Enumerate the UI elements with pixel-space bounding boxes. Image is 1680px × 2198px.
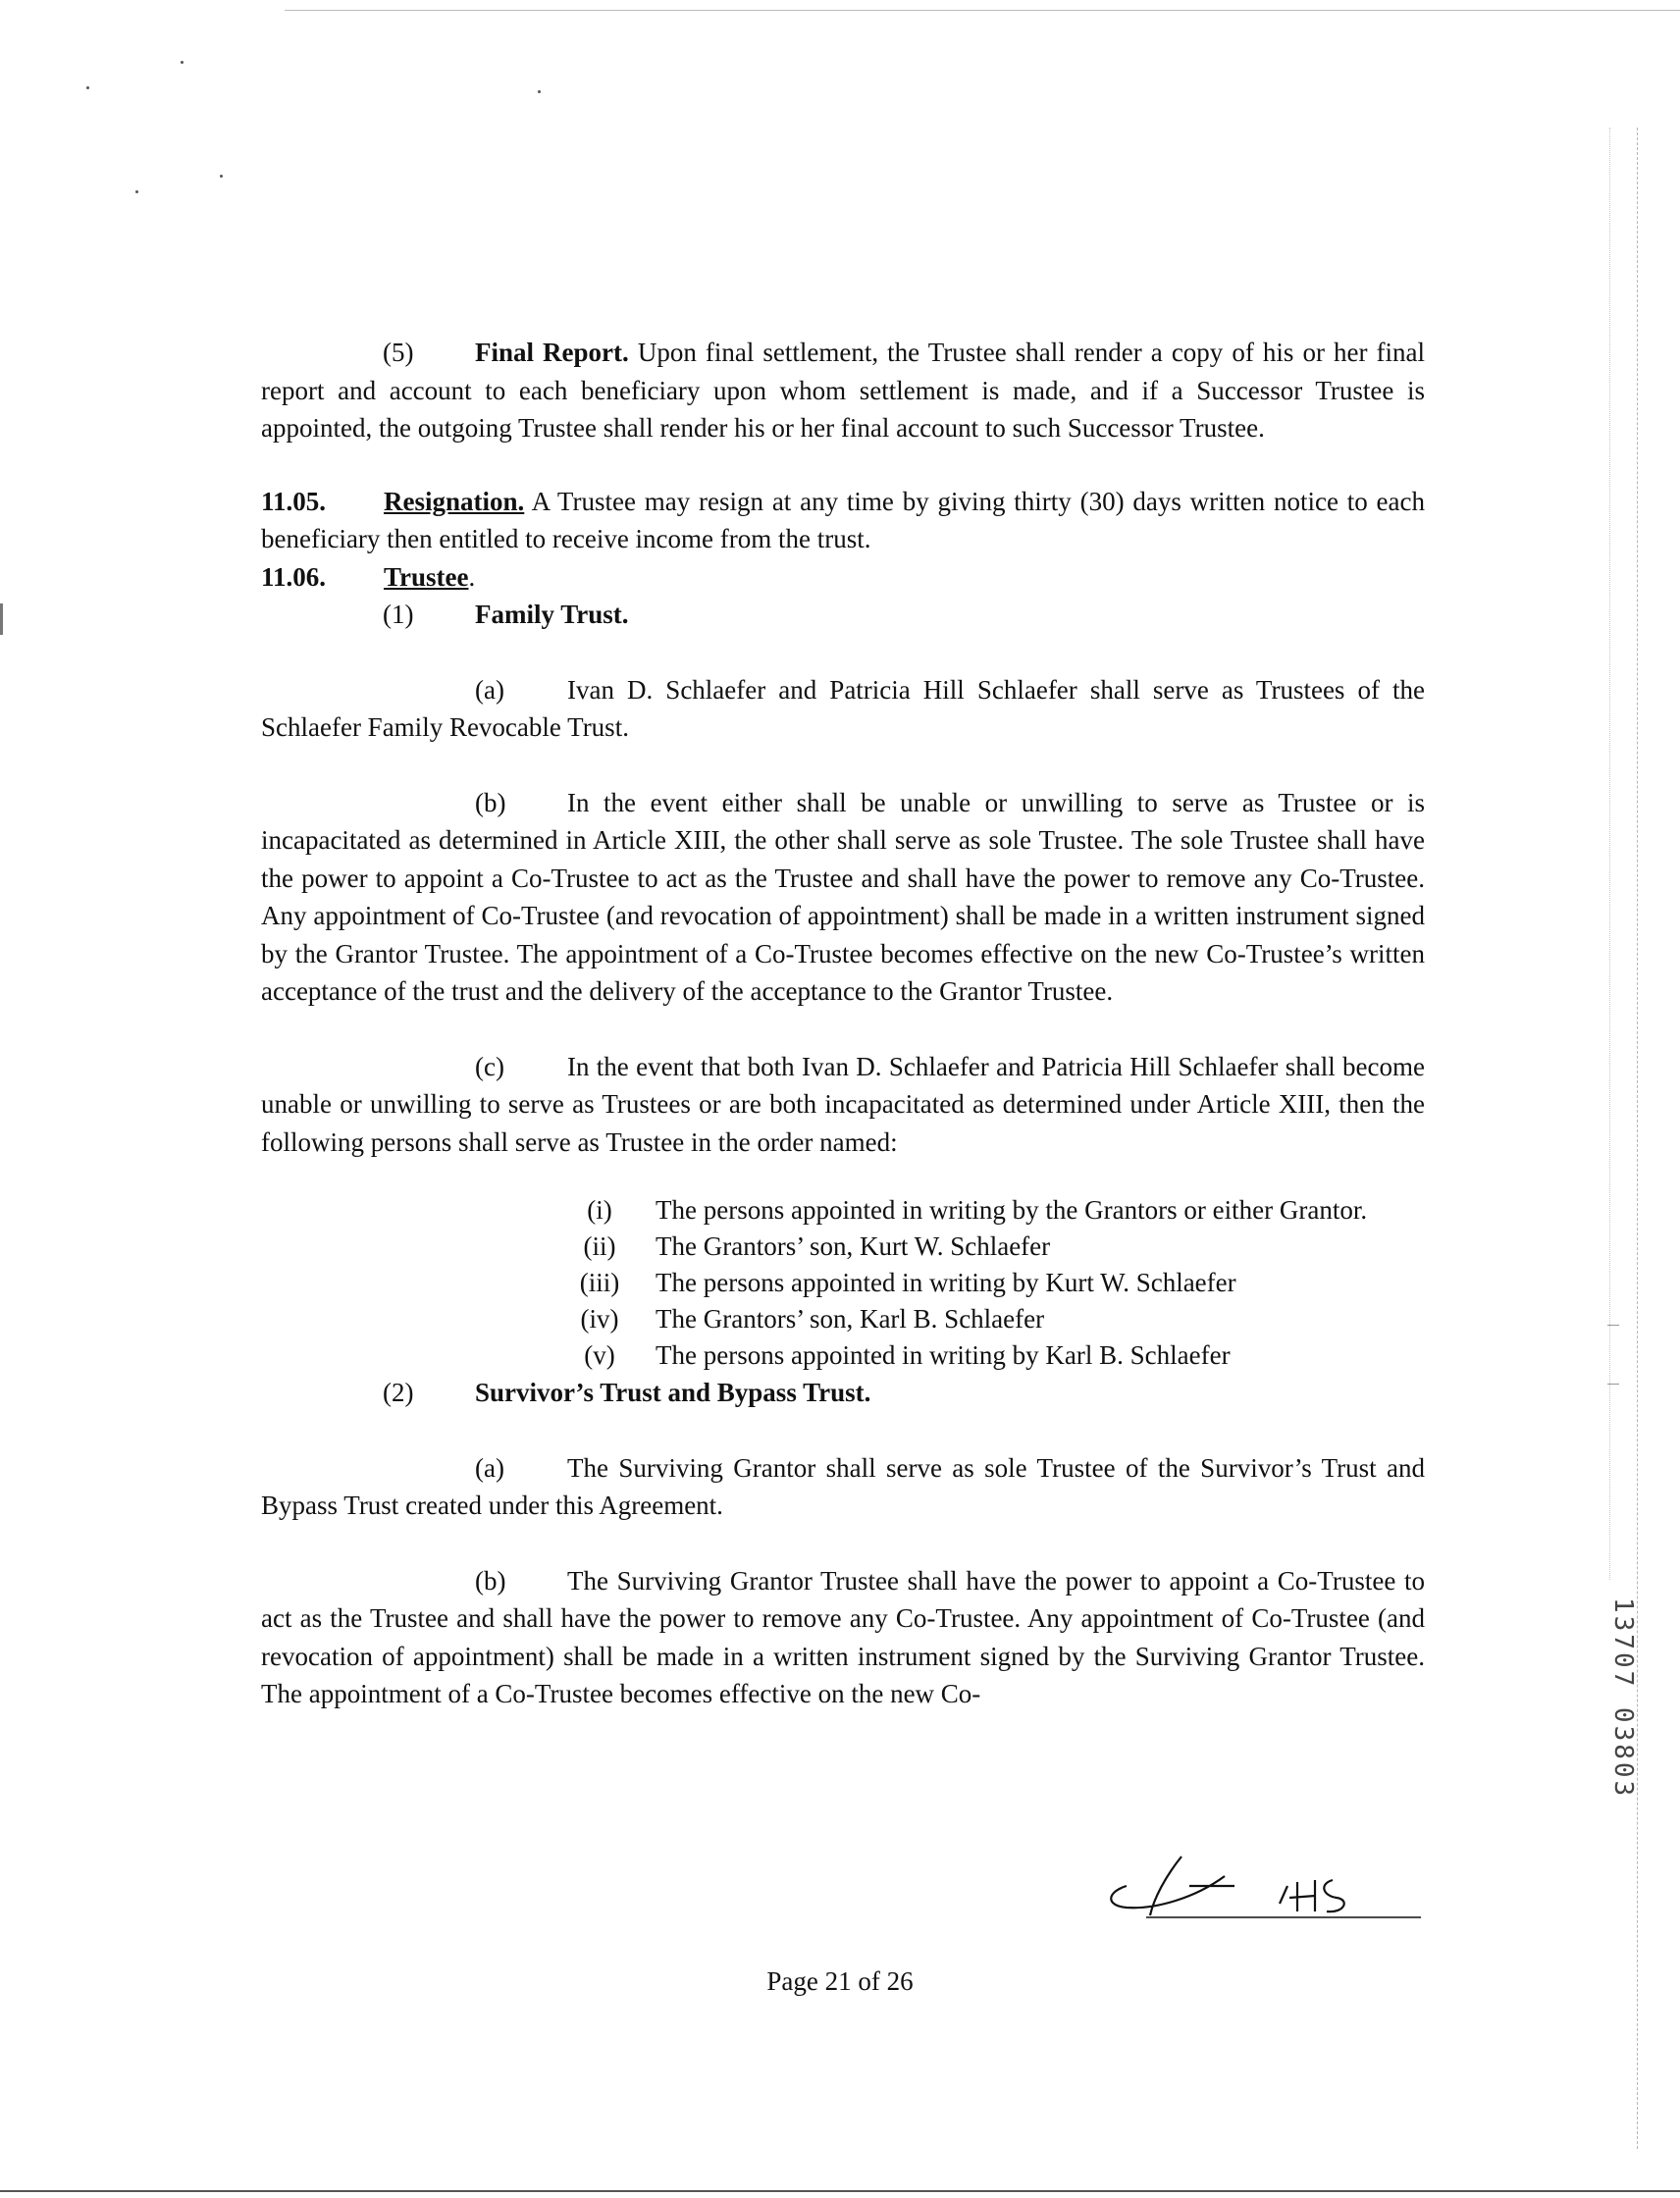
bottom-edge-rule (0, 2190, 1680, 2192)
list-item (261, 1265, 1425, 1301)
subsection-label: (2) (383, 1378, 414, 1407)
scan-speck (538, 90, 541, 93)
item-label: (5) (383, 338, 414, 367)
list-item-label: (v) (584, 1340, 615, 1370)
list-item (261, 1301, 1425, 1337)
family-trust-a (261, 671, 1425, 747)
section-11-06 (261, 558, 1425, 597)
section-title: Trustee (384, 561, 469, 592)
survivor-trust-b (261, 1562, 1425, 1713)
page-footer (0, 1962, 1680, 2000)
list-item-label: (iv) (580, 1304, 619, 1334)
section-text: A Trustee may resign at any time by giving thirty (30) days written notice to each beneficiary then entitled to receive income from the trust. (261, 486, 1425, 553)
item-5-final-report (261, 334, 1425, 447)
clause-text: The Surviving Grantor Trustee shall have the power to appoint a Co-Trustee to act as the Trustee and shall have the power to remove any Co-Trustee. Any appointment of Co-Trustee (and revocation of appointment) shall be made in a written instrument signed by the Surviving Grantor Trustee. The appointment of a Co-Trustee becomes effective on the new Co- (261, 1565, 1425, 1708)
item-text: Upon final settlement, the Trustee shall render a copy of his or her final report and account to each beneficiary upon whom settlement is made, and if a Successor Trustee is appointed, the outgoing Trustee shall render his or her final account to such Successor Trustee. (261, 338, 1425, 443)
scan-speck (220, 175, 223, 178)
right-margin-scan-line (1637, 128, 1638, 2149)
clause-text: In the event that both Ivan D. Schlaefer and Patricia Hill Schlaefer shall become unable or unwilling to serve as Trustees or are both incapacitated as determined under Article XIII, then the following persons shall serve as Trustee in the order named: (261, 1051, 1425, 1157)
list-item-text: The persons appointed in writing by Kurt W. Schlaefer (656, 1268, 1236, 1297)
list-item (261, 1229, 1425, 1265)
clause-label: (a) (475, 1452, 504, 1483)
section-title-suffix: . (468, 561, 476, 592)
scan-speck (135, 190, 138, 193)
initials-signature (1087, 1847, 1427, 1921)
list-item-label: (ii) (583, 1231, 616, 1261)
section-number: 11.06. (261, 561, 327, 592)
section-title: Resignation. (384, 486, 525, 516)
subsection-heading: Family Trust. (475, 600, 629, 629)
list-item-label: (iii) (579, 1268, 620, 1297)
subsection-label: (1) (383, 600, 414, 629)
list-item-text: The persons appointed in writing by Karl B. Schlaefer (656, 1340, 1231, 1370)
family-trust-heading (261, 596, 1425, 634)
survivor-trust-heading (261, 1374, 1425, 1412)
clause-text: Ivan D. Schlaefer and Patricia Hill Schlaefer shall serve as Trustees of the Schlaefer Family Revocable Trust. (261, 674, 1425, 742)
list-item-label: (i) (587, 1195, 612, 1225)
family-trust-b (261, 784, 1425, 1011)
section-number: 11.05. (261, 486, 327, 516)
clause-text: The Surviving Grantor shall serve as sole Trustee of the Survivor’s Trust and Bypass Trust created under this Agreement. (261, 1452, 1425, 1520)
clause-label: (c) (475, 1051, 504, 1081)
clause-label: (a) (475, 674, 504, 705)
item-heading: Final Report. (475, 338, 629, 367)
stamp-text: 13707 03803 (1608, 1597, 1638, 1800)
clause-label: (b) (475, 1565, 506, 1596)
list-item-text: The Grantors’ son, Kurt W. Schlaefer (656, 1231, 1051, 1261)
top-edge-rule (285, 10, 1680, 11)
list-item (261, 1192, 1425, 1229)
margin-tick (1607, 1325, 1619, 1326)
family-trust-c (261, 1048, 1425, 1162)
list-item-text: The persons appointed in writing by the Grantors or either Grantor. (656, 1195, 1368, 1225)
section-11-05 (261, 483, 1425, 558)
subsection-heading: Survivor’s Trust and Bypass Trust. (475, 1378, 871, 1407)
left-edge-mark (0, 603, 3, 635)
document-body (261, 334, 1425, 1713)
trustee-order-list (261, 1192, 1425, 1374)
page-number: Page 21 of 26 (766, 1966, 914, 1996)
clause-label: (b) (475, 787, 506, 817)
right-margin-scan-line-inner (1609, 128, 1610, 1580)
list-item-text: The Grantors’ son, Karl B. Schlaefer (656, 1304, 1045, 1334)
recording-number-stamp (1608, 1597, 1643, 1800)
clause-text: In the event either shall be unable or unwilling to serve as Trustee or is incapacitated as determined in Article XIII, the other shall serve as sole Trustee. The sole Trustee shall have the power to appoint a Co-Trustee to act as the Trustee and shall have the power to remove any Co-Trustee. Any appointment of Co-Trustee (and revocation of appointment) shall be made in a written instrument signed by the Grantor Trustee. The appointment of a Co-Trustee becomes effective on the new Co-Trustee’s written acceptance of the trust and the delivery of the acceptance to the Grantor Trustee. (261, 787, 1425, 1006)
scan-speck (181, 61, 184, 64)
scan-speck (86, 86, 89, 89)
margin-tick (1607, 1384, 1619, 1385)
list-item (261, 1337, 1425, 1374)
survivor-trust-a (261, 1449, 1425, 1525)
